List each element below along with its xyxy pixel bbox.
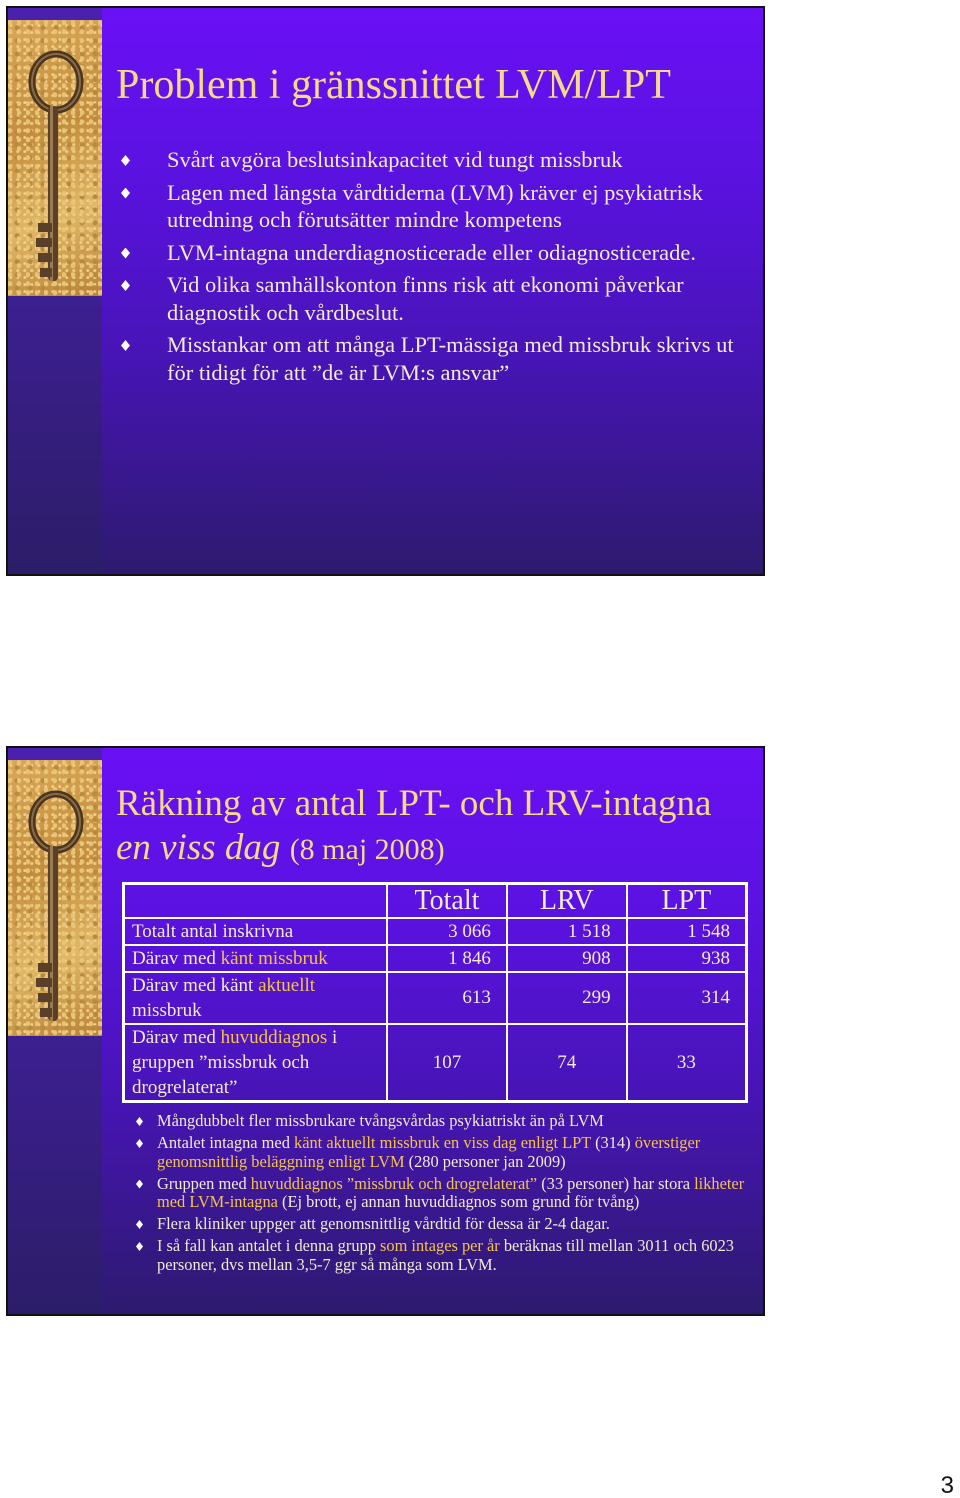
list-item: Lagen med längsta vårdtiderna (LVM) kräver ej psykiatrisk utredning och förutsätter mindre kompetens: [116, 179, 756, 234]
slide-2-bullet-list: [106, 1112, 746, 1278]
diamond-bullet-icon: [121, 155, 130, 166]
row-label: Därav med känt missbruk: [124, 945, 388, 972]
diamond-bullet-icon: [136, 1180, 143, 1189]
cell-total: 107: [387, 1024, 507, 1102]
slide-1-bullet-list: [116, 146, 756, 391]
table-row: [124, 918, 747, 945]
slide-2-title: Räkning av antal LPT- och LRV-intagna en viss dag (8 maj 2008): [116, 783, 712, 868]
inpatient-count-table: [122, 882, 748, 1103]
table-row: [124, 972, 747, 1024]
list-item: Mångdubbelt fler missbrukare tvångsvårdas psykiatriskt än på LVM: [106, 1112, 746, 1131]
diamond-bullet-icon: [121, 188, 130, 199]
diamond-bullet-icon: [136, 1242, 143, 1251]
list-item: Antalet intagna med känt aktuellt missbruk en viss dag enligt LPT (314) överstiger genomsnittlig beläggning enligt LVM (280 personer jan 2009): [106, 1134, 746, 1171]
column-header: LRV: [507, 884, 627, 918]
column-header: Totalt: [387, 884, 507, 918]
table-header-row: [124, 884, 747, 918]
row-label: Därav med känt aktuellt missbruk: [124, 972, 388, 1024]
key-icon: [18, 788, 88, 1028]
diamond-bullet-icon: [136, 1117, 143, 1126]
side-strip: [8, 748, 102, 1314]
diamond-bullet-icon: [121, 340, 130, 351]
diamond-bullet-icon: [136, 1139, 143, 1148]
table-row: [124, 1024, 747, 1102]
cell-total: 1 846: [387, 945, 507, 972]
list-item: Misstankar om att många LPT-mässiga med missbruk skrivs ut för tidigt för att ”de är LVM:s ansvar”: [116, 331, 756, 386]
cell-total: 613: [387, 972, 507, 1024]
cell-lrv: 908: [507, 945, 627, 972]
row-label: Därav med huvuddiagnos i gruppen ”missbruk och drogrelaterat”: [124, 1024, 388, 1102]
cell-lrv: 299: [507, 972, 627, 1024]
cell-lpt: 1 548: [627, 918, 747, 945]
diamond-bullet-icon: [121, 280, 130, 291]
cell-lpt: 938: [627, 945, 747, 972]
diamond-bullet-icon: [121, 248, 130, 259]
list-item: Gruppen med huvuddiagnos ”missbruk och drogrelaterat” (33 personer) har stora likheter med LVM-intagna (Ej brott, ej annan huvuddiagnos som grund för tvång): [106, 1175, 746, 1212]
diamond-bullet-icon: [136, 1220, 143, 1229]
side-strip: [8, 8, 102, 574]
table-row: [124, 945, 747, 972]
cell-total: 3 066: [387, 918, 507, 945]
key-icon: [18, 48, 88, 288]
list-item: Svårt avgöra beslutsinkapacitet vid tungt missbruk: [116, 146, 756, 174]
slide-1: [6, 6, 765, 576]
cell-lrv: 74: [507, 1024, 627, 1102]
list-item: I så fall kan antalet i denna grupp som intages per år beräknas till mellan 3011 och 6023 personer, dvs mellan 3,5-7 ggr så många som LVM.: [106, 1237, 746, 1274]
slide-2: [6, 746, 765, 1316]
row-label: Totalt antal inskrivna: [124, 918, 388, 945]
list-item: Vid olika samhällskonton finns risk att ekonomi påverkar diagnostik och vårdbeslut.: [116, 271, 756, 326]
cell-lpt: 314: [627, 972, 747, 1024]
column-header: LPT: [627, 884, 747, 918]
cell-lrv: 1 518: [507, 918, 627, 945]
list-item: Flera kliniker uppger att genomsnittlig vårdtid för dessa är 2-4 dagar.: [106, 1215, 746, 1234]
page-number: 3: [940, 1472, 954, 1498]
slide-1-title: Problem i gränssnittet LVM/LPT: [116, 62, 671, 108]
list-item: LVM-intagna underdiagnosticerade eller odiagnosticerade.: [116, 239, 756, 267]
cell-lpt: 33: [627, 1024, 747, 1102]
